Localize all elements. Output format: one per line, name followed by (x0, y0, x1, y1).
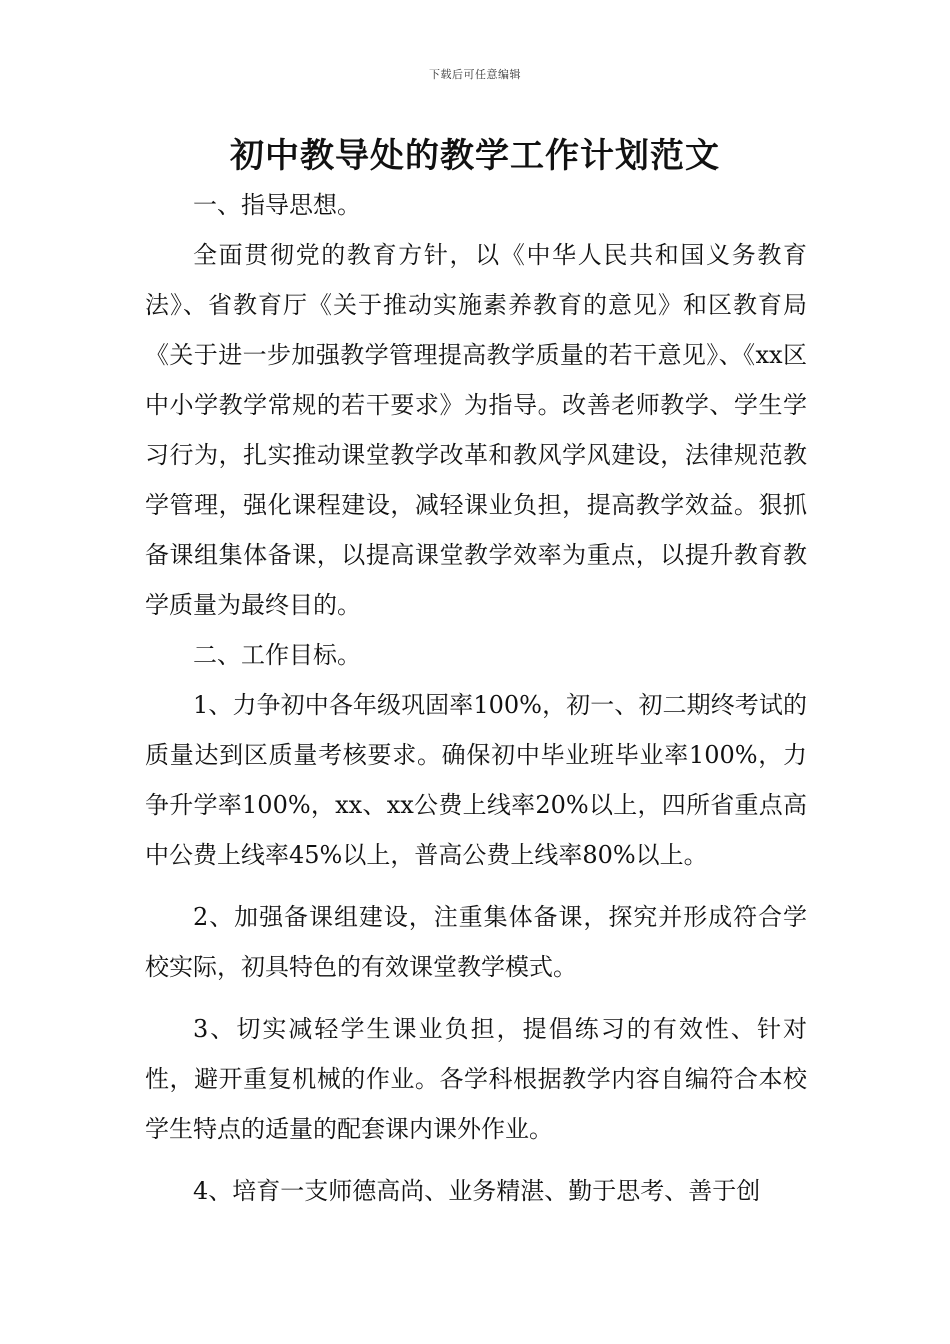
paragraph-goal-1: 1、力争初中各年级巩固率100%，初一、初二期终考试的质量达到区质量考核要求。确保初中毕业班毕业率100%，力争升学率100%，xx、xx公费上线率20%以上，四所省重点高中公费上线率45%以上，普高公费上线率80%以上。 (145, 691, 807, 869)
header-note: 下载后可任意编辑 (429, 68, 521, 81)
document-body (145, 180, 807, 1216)
paragraph-guiding: 全面贯彻党的教育方针，以《中华人民共和国义务教育法》、省教育厅《关于推动实施素养教育的意见》和区教育局《关于进一步加强教学管理提高教学质量的若干意见》、《xx区中小学教学常规的若干要求》为指导。改善老师教学、学生学习行为，扎实推动课堂教学改革和教风学风建设，法律规范教学管理，强化课程建设，减轻课业负担，提高教学效益。狠抓备课组集体备课，以提高课堂教学效率为重点，以提升教育教学质量为最终目的。 (145, 241, 807, 619)
paragraph-goal-2: 2、加强备课组建设，注重集体备课，探究并形成符合学校实际，初具特色的有效课堂教学模式。 (145, 903, 807, 981)
section-heading-goals: 二、工作目标。 (193, 641, 361, 669)
page-title: 初中教导处的教学工作计划范文 (230, 136, 720, 176)
paragraph-goal-4: 4、培育一支师德高尚、业务精湛、勤于思考、善于创 (193, 1177, 761, 1205)
paragraph-goal-3: 3、切实减轻学生课业负担，提倡练习的有效性、针对性，避开重复机械的作业。各学科根据教学内容自编符合本校学生特点的适量的配套课内课外作业。 (145, 1015, 807, 1143)
section-heading-guiding: 一、指导思想。 (193, 191, 361, 219)
